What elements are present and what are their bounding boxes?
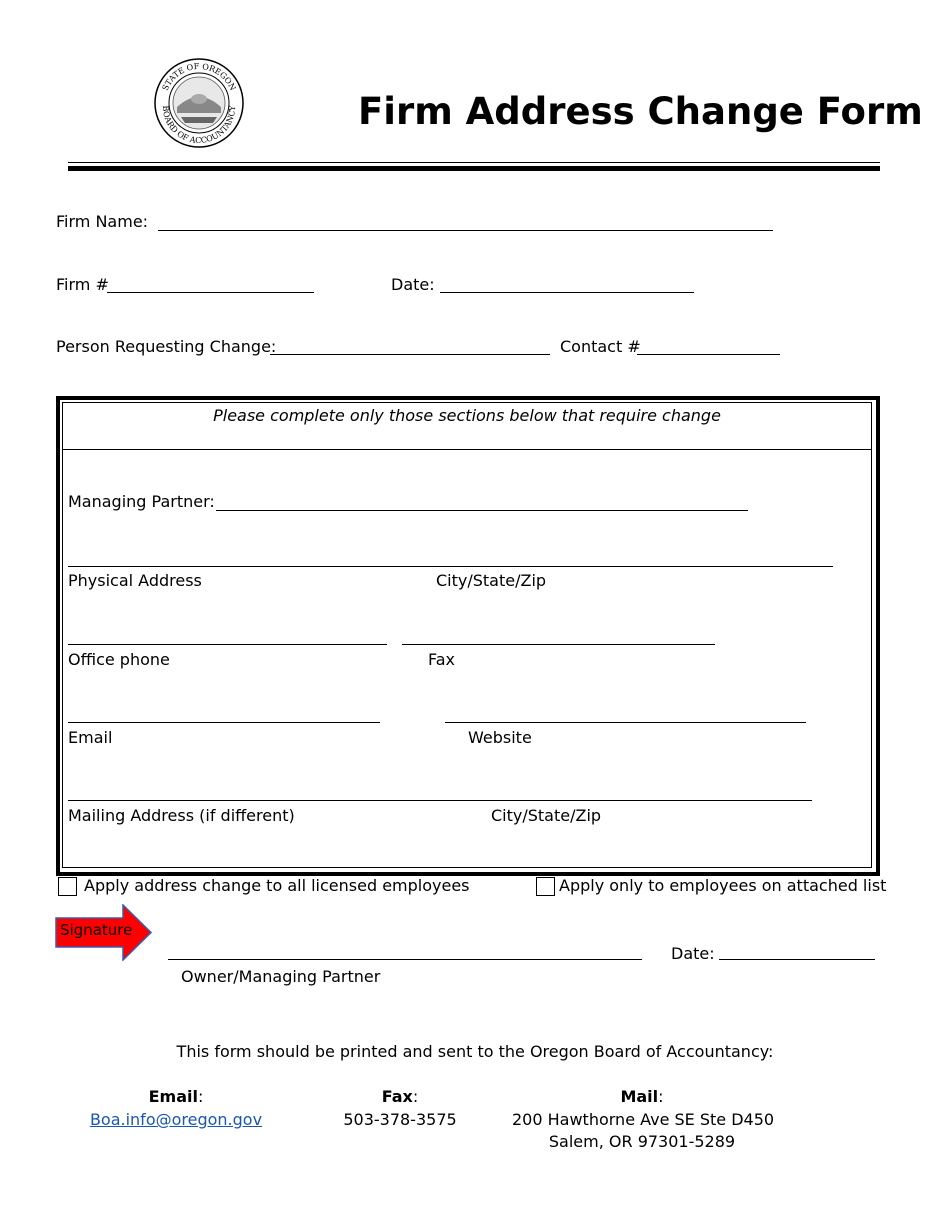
email-label: Email xyxy=(68,728,113,747)
change-section-inner-border xyxy=(62,402,872,868)
page-title: Firm Address Change Form xyxy=(358,90,923,133)
fax-number: 503-378-3575 xyxy=(343,1110,457,1129)
email-heading: Email: xyxy=(148,1087,204,1106)
svg-text:STATE OF OREGON: STATE OF OREGON xyxy=(160,61,238,93)
header-rule-thin xyxy=(68,162,880,163)
contact-field[interactable] xyxy=(637,354,780,355)
physical-address-label: Physical Address xyxy=(68,571,202,590)
apply-all-label: Apply address change to all licensed employees xyxy=(84,876,470,895)
website-label: Website xyxy=(468,728,532,747)
mailing-address-label: Mailing Address (if different) xyxy=(68,806,295,825)
fax-field[interactable] xyxy=(402,644,715,645)
mail-heading: Mail: xyxy=(620,1087,664,1106)
email-heading-text: Email xyxy=(148,1087,198,1106)
email-field[interactable] xyxy=(68,722,380,723)
office-phone-label: Office phone xyxy=(68,650,170,669)
signature-date-label: Date: xyxy=(671,944,715,963)
firm-name-label: Firm Name: xyxy=(56,212,149,231)
fax-label: Fax xyxy=(428,650,456,669)
svg-text:BOARD OF ACCOUNTANCY: BOARD OF ACCOUNTANCY xyxy=(160,105,238,146)
website-field[interactable] xyxy=(445,722,806,723)
mailing-address-field[interactable] xyxy=(68,800,812,801)
section-divider xyxy=(62,449,872,450)
date-field[interactable] xyxy=(440,292,694,293)
firm-number-label: Firm # xyxy=(56,275,109,294)
apply-list-label: Apply only to employees on attached list xyxy=(559,876,887,895)
signature-flag-label: Signature xyxy=(60,921,133,939)
managing-partner-field[interactable] xyxy=(216,510,748,511)
person-requesting-field[interactable] xyxy=(270,354,550,355)
mail-heading-text: Mail xyxy=(620,1087,659,1106)
firm-number-field[interactable] xyxy=(107,292,314,293)
owner-label: Owner/Managing Partner xyxy=(181,967,381,986)
footer-instruction: This form should be printed and sent to the Oregon Board of Accountancy: xyxy=(176,1042,774,1061)
signature-date-field[interactable] xyxy=(719,959,875,960)
oregon-board-seal xyxy=(153,57,245,149)
fax-heading-text: Fax xyxy=(381,1087,413,1106)
header-rule-thick xyxy=(68,166,880,171)
managing-partner-label: Managing Partner: xyxy=(68,492,215,511)
apply-all-checkbox[interactable] xyxy=(58,877,77,896)
city-state-zip-label: City/State/Zip xyxy=(436,571,547,590)
contact-label: Contact # xyxy=(560,337,641,356)
office-phone-field[interactable] xyxy=(68,644,387,645)
fax-heading: Fax: xyxy=(381,1087,419,1106)
mailing-city-state-zip-label: City/State/Zip xyxy=(491,806,602,825)
firm-name-field[interactable] xyxy=(158,230,773,231)
signature-field[interactable] xyxy=(168,959,642,960)
mail-address-line2: Salem, OR 97301-5289 xyxy=(548,1132,736,1151)
email-link[interactable]: Boa.info@oregon.gov xyxy=(89,1110,263,1129)
person-requesting-label: Person Requesting Change: xyxy=(56,337,277,356)
mail-address-line1: 200 Hawthorne Ave SE Ste D450 xyxy=(512,1110,775,1129)
section-note: Please complete only those sections below that require change xyxy=(213,406,721,425)
physical-address-field[interactable] xyxy=(68,566,833,567)
apply-list-checkbox[interactable] xyxy=(536,877,555,896)
date-label: Date: xyxy=(391,275,435,294)
